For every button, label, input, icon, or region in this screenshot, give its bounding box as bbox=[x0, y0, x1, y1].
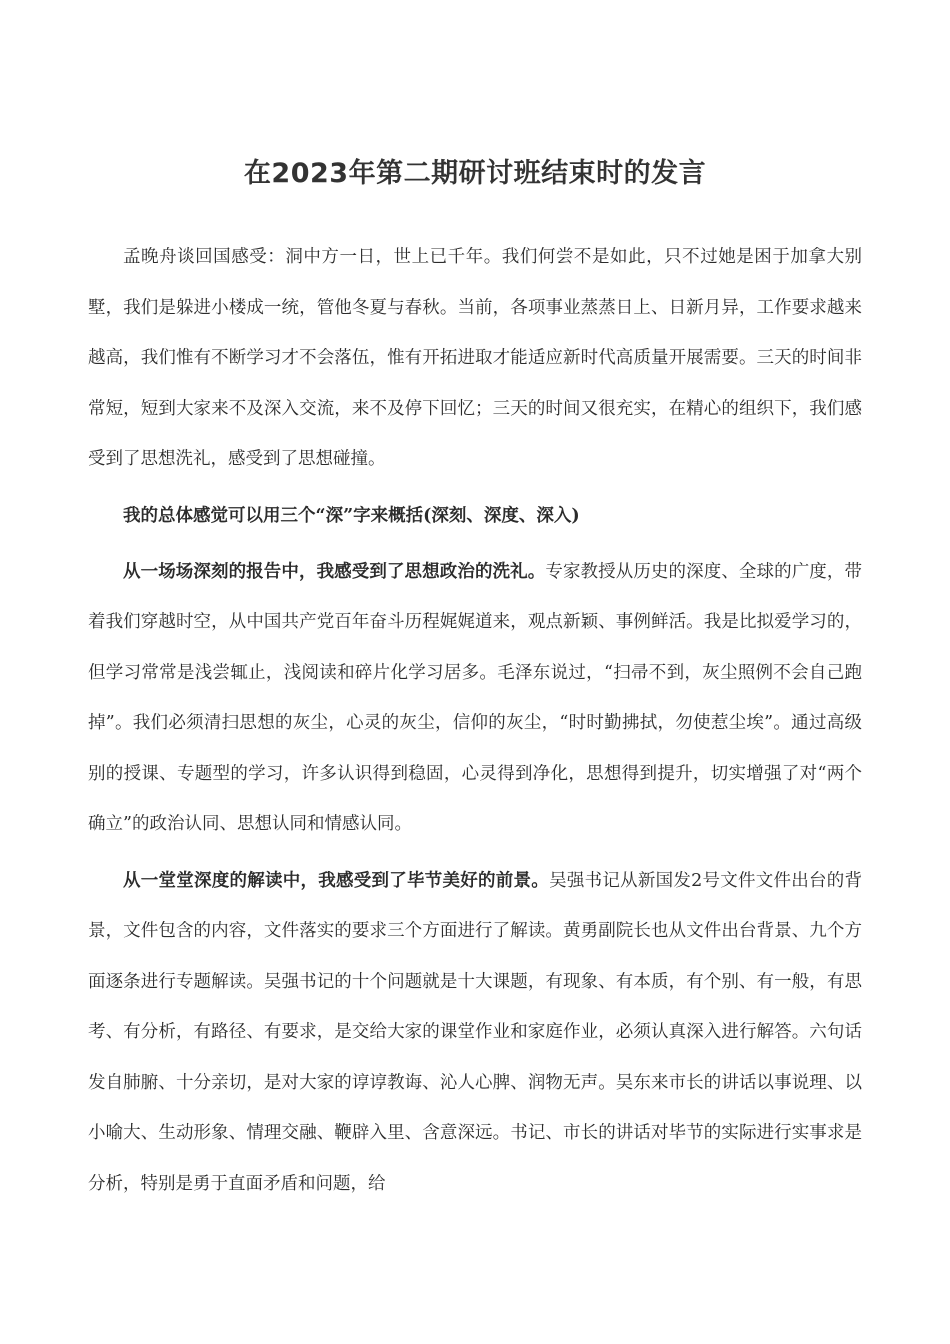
paragraph-interpretation-lead: 从一堂堂深度的解读中，我感受到了毕节美好的前景。 bbox=[123, 870, 550, 891]
document-title: 在2023年第二期研讨班结束时的发言 bbox=[243, 158, 707, 189]
paragraph-interpretation bbox=[88, 856, 862, 1210]
paragraph-intro-text: 孟晚舟谈回国感受：洞中方一日，世上已千年。我们何尝不是如此，只不过她是困于加拿大别墅，我们是躲进小楼成一统，管他冬夏与春秋。当前，各项事业蒸蒸日上、日新月异，工作要求越来越高，我们惟有不断学习才不会落伍，惟有开拓进取才能适应新时代高质量开展需要。三天的时间非常短，短到大家来不及深入交流，来不及停下回忆；三天的时间又很充实，在精心的组织下，我们感受到了思想洗礼，感受到了思想碰撞。 bbox=[88, 247, 862, 469]
paragraph-interpretation-text: 吴强书记从新国发2号文件文件出台的背景，文件包含的内容，文件落实的要求三个方面进行了解读。黄勇副院长也从文件出台背景、九个方面逐条进行专题解读。吴强书记的十个问题就是十大课题，有现象、有本质，有个别、有一般，有思考、有分析，有路径、有要求，是交给大家的课堂作业和家庭作业，必须认真深入进行解答。六句话发自肺腑、十分亲切，是对大家的谆谆教诲、沁人心脾、润物无声。吴东来市长的讲话以事说理、以小喻大、生动形象、情理交融、鞭辟入里、含意深远。书记、市长的讲话对毕节的实际进行实事求是分析，特别是勇于直面矛盾和问题，给 bbox=[88, 870, 862, 1194]
paragraph-intro bbox=[88, 232, 862, 485]
document-body bbox=[88, 232, 862, 1209]
section-heading: 我的总体感觉可以用三个“深”字来概括(深刻、深度、深入) bbox=[123, 505, 580, 526]
paragraph-reports-text: 专家教授从历史的深度、全球的广度，带着我们穿越时空，从中国共产党百年奋斗历程娓娓道来，观点新颖、事例鲜活。我是比拟爱学习的，但学习常常是浅尝辄止，浅阅读和碎片化学习居多。毛泽东说过，“扫帚不到，灰尘照例不会自己跑掉”。我们必须清扫思想的灰尘，心灵的灰尘，信仰的灰尘，“时时勤拂拭，勿使惹尘埃”。通过高级别的授课、专题型的学习，许多认识得到稳固，心灵得到净化，思想得到提升，切实增强了对“两个确立”的政治认同、思想认同和情感认同。 bbox=[88, 561, 863, 834]
paragraph-reports-lead: 从一场场深刻的报告中，我感受到了思想政治的洗礼。 bbox=[123, 561, 546, 582]
paragraph-reports bbox=[88, 547, 862, 850]
